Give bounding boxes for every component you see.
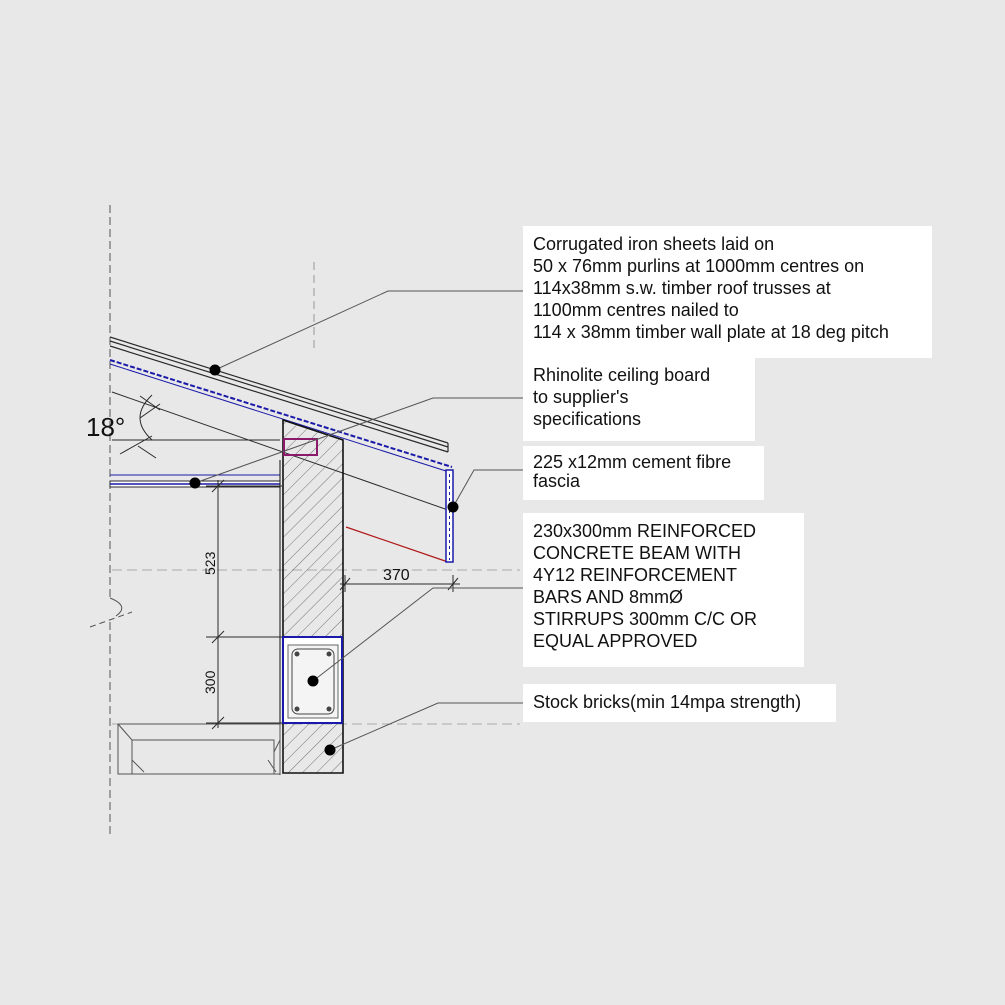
roof-sheeting: [110, 337, 448, 452]
leader-dot-fascia: [448, 502, 459, 513]
note-line: 1100mm centres nailed to: [533, 300, 739, 320]
note-stock-bricks: [523, 684, 836, 722]
dimension-370: 370: [383, 567, 410, 584]
note-roof-sheeting: [523, 226, 932, 358]
note-line: BARS AND 8mmØ: [533, 587, 684, 607]
note-line: 4Y12 REINFORCEMENT: [533, 565, 738, 585]
note-line: Corrugated iron sheets laid on: [533, 234, 775, 254]
leader-lines: [195, 291, 524, 750]
note-concrete-beam: [523, 513, 804, 667]
note-line: 114x38mm s.w. timber roof trusses at: [533, 278, 831, 298]
leader-dot-ceiling: [190, 478, 201, 489]
window-frame: [118, 724, 280, 774]
note-fascia: [523, 446, 764, 500]
note-line: 225 x12mm cement fibre: [533, 452, 732, 472]
note-line: CONCRETE BEAM WITH: [533, 543, 742, 563]
note-line: EQUAL APPROVED: [533, 631, 698, 651]
note-line: Stock bricks(min 14mpa strength): [533, 692, 802, 712]
leader-dot-brick: [325, 745, 336, 756]
fascia-board: [446, 470, 453, 562]
angle-label: 18°: [86, 412, 126, 442]
note-line: specifications: [533, 409, 642, 429]
note-line: Rhinolite ceiling board: [533, 365, 711, 385]
leader-dot-roof: [210, 365, 221, 376]
dimension-300: 300: [202, 670, 218, 694]
note-line: fascia: [533, 471, 581, 491]
note-line: 114 x 38mm timber wall plate at 18 deg pitch: [533, 322, 889, 342]
note-line: 230x300mm REINFORCED: [533, 521, 757, 541]
angle-indicator: [120, 395, 160, 458]
note-line: STIRRUPS 300mm C/C OR: [533, 609, 758, 629]
dimension-523: 523: [202, 551, 218, 575]
leader-dot-beam: [308, 676, 319, 687]
note-line: 50 x 76mm purlins at 1000mm centres on: [533, 256, 865, 276]
roof-underlay: [110, 360, 452, 471]
note-line: to supplier's: [533, 387, 629, 407]
note-ceiling-board: [523, 357, 755, 441]
